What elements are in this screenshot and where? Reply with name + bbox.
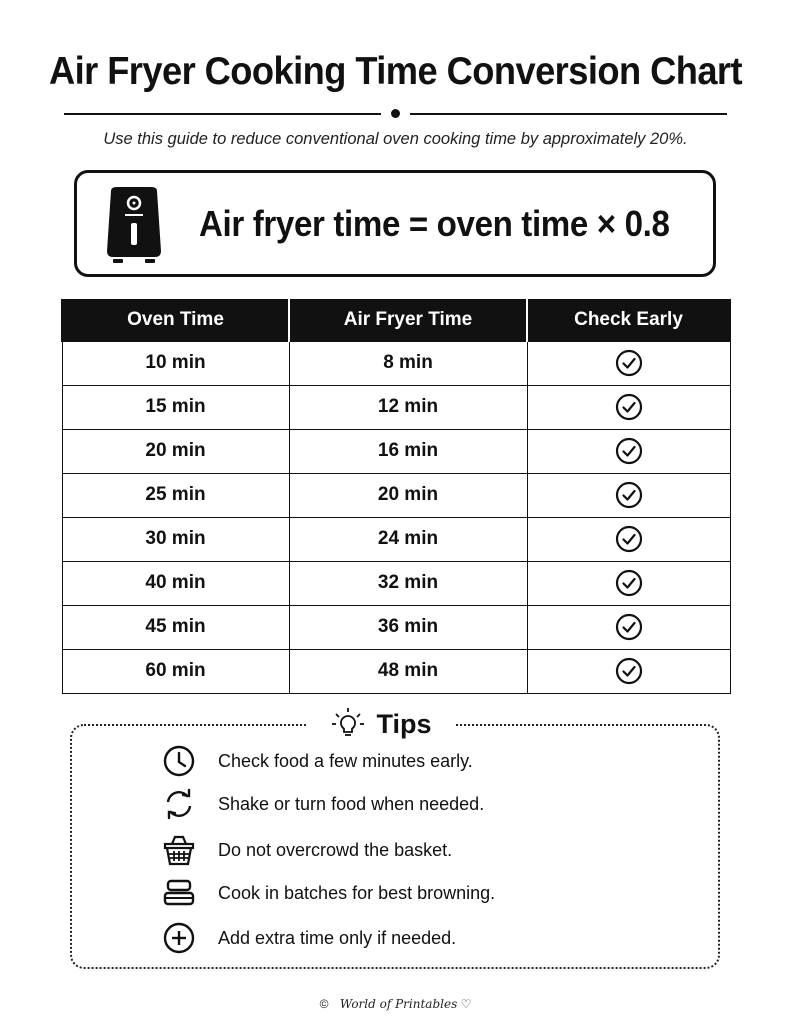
tip-text: Check food a few minutes early. [218, 750, 473, 771]
tip-item [160, 875, 495, 911]
conversion-formula: Air fryer time = oven time × 0.8 [199, 203, 670, 244]
table-header-row [62, 299, 730, 341]
air-fryer-time-cell: 20 min [289, 473, 527, 517]
brand-name: World of Printables [339, 997, 458, 1011]
air-fryer-time-cell: 48 min [289, 649, 527, 693]
title-divider-right [410, 113, 727, 115]
lightbulb-icon [330, 706, 366, 742]
tips-title: Tips [376, 708, 432, 739]
table-row [62, 649, 730, 693]
air-fryer-time-cell: 24 min [289, 517, 527, 561]
oven-time-cell: 15 min [62, 385, 289, 429]
check-early-cell [527, 605, 730, 649]
title-divider-left [64, 113, 381, 115]
conversion-table [61, 299, 731, 694]
tip-item [160, 920, 456, 956]
check-early-cell [527, 385, 730, 429]
tip-text: Shake or turn food when needed. [218, 793, 485, 814]
tips-header [306, 704, 456, 744]
tip-item [160, 832, 452, 868]
oven-time-cell: 45 min [62, 605, 289, 649]
tip-text: Do not overcrowd the basket. [218, 839, 453, 860]
check-circle-icon [615, 525, 643, 553]
table-row [62, 517, 730, 561]
title-divider-dot [391, 109, 400, 118]
heart-icon: ♡ [460, 997, 472, 1011]
air-fryer-icon [99, 185, 169, 265]
check-early-cell [527, 473, 730, 517]
check-early-cell [527, 561, 730, 605]
tip-text: Cook in batches for best browning. [218, 882, 496, 903]
air-fryer-time-cell: 12 min [289, 385, 527, 429]
oven-time-cell: 40 min [62, 561, 289, 605]
header-check-early: Check Early [527, 299, 730, 341]
table-row [62, 341, 730, 385]
tip-item [160, 786, 484, 822]
footer [0, 997, 791, 1011]
check-early-cell [527, 429, 730, 473]
clock-icon [160, 743, 198, 779]
page-title: Air Fryer Cooking Time Conversion Chart [48, 50, 743, 93]
check-circle-icon [615, 349, 643, 377]
air-fryer-time-cell: 32 min [289, 561, 527, 605]
table-row [62, 561, 730, 605]
check-circle-icon [615, 481, 643, 509]
tip-item [160, 743, 473, 779]
stacked-trays-icon [160, 875, 198, 911]
rotate-icon [160, 786, 198, 822]
basket-icon [160, 832, 198, 868]
check-early-cell [527, 341, 730, 385]
check-early-cell [527, 649, 730, 693]
tip-text: Add extra time only if needed. [218, 927, 457, 948]
oven-time-cell: 20 min [62, 429, 289, 473]
table-row [62, 429, 730, 473]
check-circle-icon [615, 569, 643, 597]
table-row [62, 605, 730, 649]
formula-box [74, 170, 716, 277]
check-circle-icon [615, 613, 643, 641]
header-oven-time: Oven Time [62, 299, 289, 341]
table-row [62, 473, 730, 517]
air-fryer-time-cell: 36 min [289, 605, 527, 649]
oven-time-cell: 10 min [62, 341, 289, 385]
air-fryer-time-cell: 8 min [289, 341, 527, 385]
oven-time-cell: 60 min [62, 649, 289, 693]
plus-circle-icon [160, 920, 198, 956]
oven-time-cell: 30 min [62, 517, 289, 561]
air-fryer-time-cell: 16 min [289, 429, 527, 473]
oven-time-cell: 25 min [62, 473, 289, 517]
page-subtitle: Use this guide to reduce conventional oven cooking time by approximately 20%. [103, 130, 688, 148]
check-circle-icon [615, 393, 643, 421]
copyright-symbol: © [319, 997, 329, 1011]
header-air-fryer-time: Air Fryer Time [289, 299, 527, 341]
check-circle-icon [615, 657, 643, 685]
check-circle-icon [615, 437, 643, 465]
check-early-cell [527, 517, 730, 561]
table-row [62, 385, 730, 429]
